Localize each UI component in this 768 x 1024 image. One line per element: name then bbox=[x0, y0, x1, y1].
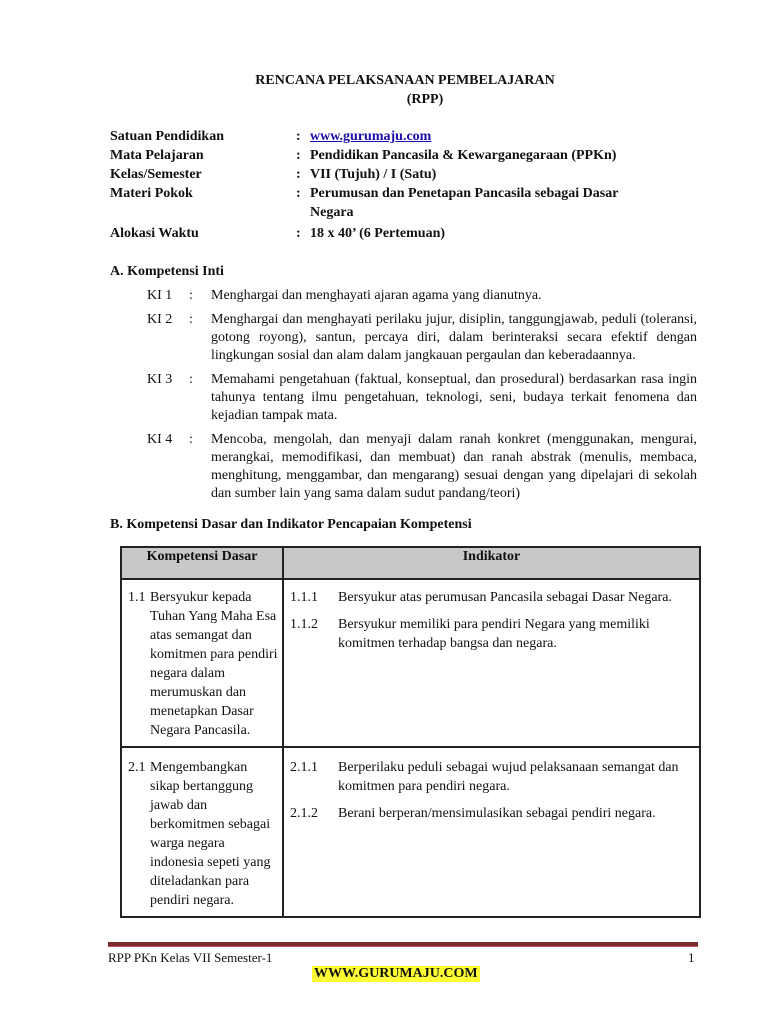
colon: : bbox=[189, 312, 193, 327]
colon: : bbox=[189, 288, 193, 303]
indicator-text: Berani berperan/mensimulasikan sebagai pendiri negara. bbox=[338, 806, 656, 821]
colon: : bbox=[189, 372, 193, 387]
ki-text: Mencoba, mengolah, dan menyaji dalam ranah konkret (menggunakan, mengurai, merangkai, memodifikasi, dan membuat) dan ranah abstrak (menulis, membaca, menghitung, menggambar, dan mengarang) sesuai dengan yang dipelajari di sekolah dan sumber lain yang sama dalam sudut pandang/teori) bbox=[211, 432, 697, 501]
identity-row-class bbox=[110, 165, 700, 184]
ki-code: KI 3 bbox=[147, 372, 173, 387]
identity-label: Mata Pelajaran bbox=[110, 148, 204, 163]
document-subtitle: (RPP) bbox=[406, 92, 444, 107]
kd-text: Bersyukur kepada Tuhan Yang Maha Esa atas semangat dan komitmen para pendiri negara dalam merumuskan dan menetapkan Dasar Negara Pancasila. bbox=[150, 590, 278, 738]
indicator-text: Berperilaku peduli sebagai wujud pelaksanaan semangat dan komitmen para pendiri negara. bbox=[338, 760, 679, 794]
ki-item bbox=[147, 311, 700, 365]
school-link[interactable]: www.gurumaju.com bbox=[310, 129, 432, 144]
identity-value: VII (Tujuh) / I (Satu) bbox=[310, 167, 437, 182]
ki-item bbox=[147, 287, 700, 305]
page-number: 1 bbox=[688, 950, 695, 965]
ki-item bbox=[147, 431, 700, 503]
indicator-text: Bersyukur memiliki para pendiri Negara yang memiliki komitmen terhadap bangsa dan negara. bbox=[338, 617, 650, 651]
ki-text: Menghargai dan menghayati ajaran agama yang dianutnya. bbox=[211, 288, 542, 303]
table-row bbox=[121, 747, 700, 917]
identity-block bbox=[110, 127, 700, 243]
identity-label: Materi Pokok bbox=[110, 186, 193, 201]
ki-code: KI 2 bbox=[147, 312, 173, 327]
indicator-cell bbox=[283, 579, 700, 747]
identity-label: Satuan Pendidikan bbox=[110, 129, 224, 144]
identity-value: Pendidikan Pancasila & Kewarganegaraan (PPKn) bbox=[310, 148, 617, 163]
colon: : bbox=[296, 167, 301, 182]
indicator-number: 1.1.1 bbox=[290, 590, 318, 605]
indicator-number: 2.1.1 bbox=[290, 760, 318, 775]
kd-text: Mengembangkan sikap bertanggung jawab dan berkomitmen sebagai warga negara indonesia sepeti yang diteladankan para pendiri negara. bbox=[150, 760, 271, 908]
kd-cell bbox=[121, 747, 283, 917]
indicator-number: 2.1.2 bbox=[290, 806, 318, 821]
section-b-heading: B. Kompetensi Dasar dan Indikator Pencapaian Kompetensi bbox=[110, 517, 472, 532]
kd-number: 2.1 bbox=[128, 760, 146, 775]
identity-label: Kelas/Semester bbox=[110, 167, 202, 182]
identity-row-time bbox=[110, 224, 700, 243]
footer-divider bbox=[108, 942, 698, 947]
indicator-item bbox=[290, 615, 693, 653]
table-row bbox=[121, 579, 700, 747]
colon: : bbox=[296, 129, 301, 144]
ki-code: KI 1 bbox=[147, 288, 173, 303]
ki-item bbox=[147, 371, 700, 425]
identity-value: Perumusan dan Penetapan Pancasila sebagai Dasar Negara bbox=[310, 186, 619, 220]
document-title: RENCANA PELAKSANAAN PEMBELAJARAN bbox=[255, 73, 555, 88]
table-header bbox=[121, 547, 700, 579]
kd-number: 1.1 bbox=[128, 590, 146, 605]
section-a-heading: A. Kompetensi Inti bbox=[110, 264, 224, 279]
colon: : bbox=[189, 432, 193, 447]
identity-value: 18 x 40’ (6 Pertemuan) bbox=[310, 226, 446, 241]
indicator-item bbox=[290, 758, 693, 796]
colon: : bbox=[296, 148, 301, 163]
document-body bbox=[110, 71, 700, 918]
ki-code: KI 4 bbox=[147, 432, 173, 447]
identity-row-subject bbox=[110, 146, 700, 165]
kd-indicator-table bbox=[120, 546, 701, 918]
indicator-text: Bersyukur atas perumusan Pancasila sebagai Dasar Negara. bbox=[338, 590, 672, 605]
identity-row-school bbox=[110, 127, 700, 146]
header-kd: Kompetensi Dasar bbox=[121, 547, 283, 579]
ki-text: Memahami pengetahuan (faktual, konseptual, dan prosedural) berdasarkan rasa ingin tahunya tentang ilmu pengetahuan, teknologi, seni, budaya terkait fenomena dan kejadian tampak mata. bbox=[211, 372, 697, 423]
ki-text: Menghargai dan menghayati perilaku jujur, disiplin, tanggungjawab, peduli (toleransi, gotong royong), santun, percaya diri, dalam berinteraksi secara efektif dengan lingkungan sosial dan alam dalam jangkauan pergaulan dan keberadaannya. bbox=[211, 312, 697, 363]
footer-text: RPP PKn Kelas VII Semester-1 bbox=[108, 950, 273, 965]
colon: : bbox=[296, 226, 301, 241]
indicator-item bbox=[290, 804, 693, 823]
identity-row-topic bbox=[110, 184, 700, 222]
identity-label: Alokasi Waktu bbox=[110, 226, 199, 241]
kd-cell bbox=[121, 579, 283, 747]
indicator-cell bbox=[283, 747, 700, 917]
footer-site: WWW.GURUMAJU.COM bbox=[314, 966, 478, 981]
header-indicator: Indikator bbox=[283, 547, 700, 579]
colon: : bbox=[296, 186, 301, 201]
indicator-number: 1.1.2 bbox=[290, 617, 318, 632]
indicator-item bbox=[290, 588, 693, 607]
